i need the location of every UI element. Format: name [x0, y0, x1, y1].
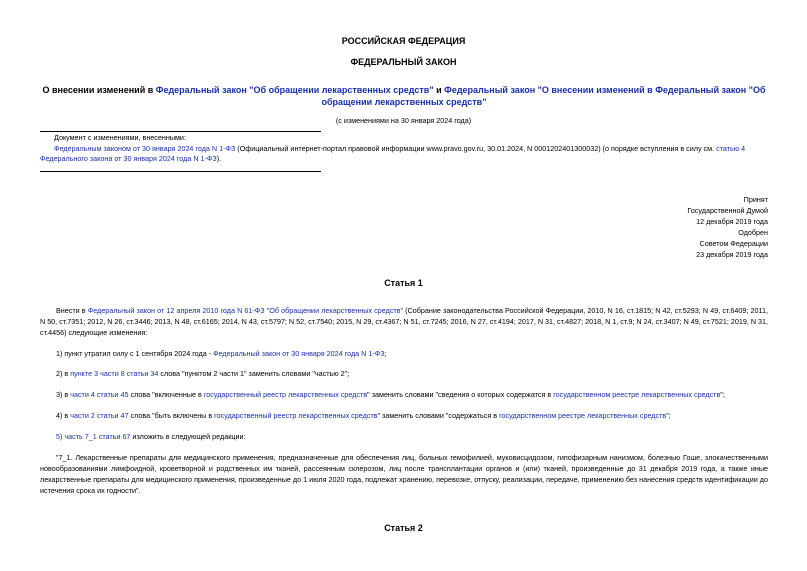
adoption-block — [568, 194, 768, 260]
title-link-law-61fz[interactable]: Федеральный закон "Об обращении лекарственных средств" — [155, 85, 434, 95]
title-link-amendment-law[interactable]: Федеральный закон "О внесении изменений в Федеральный закон "Об обращении лекарственных средств" — [321, 85, 766, 107]
article1-quote: "7_1. Лекарственные препараты для медицинского применения, предназначенные для обеспечения лиц, больных гемофилией, муковисцидозом, гипофизарным нанизмом, болезнью Гоше, злокачественными новообразованиями лимфоидной, кроветворной и родственных им тканей, рассеянным склерозом, лиц после трансплантации органов и (или) тканей, произведенные до 31 декабря 2019 года, а также иные лекарственные препараты для медицинского применения, произведенные до 1 июля 2020 года, подлежат хранению, перевозке, отпуску, реализации, передаче, применению без нанесения средств идентификации до истечения срока их годности". — [40, 453, 768, 495]
adopted-date: 12 декабря 2019 года — [696, 217, 768, 226]
article1-item-2: 2) в пункте 3 части 8 статьи 34 слова "пунктом 2 части 1" заменить словами "частью 2"; — [56, 369, 350, 378]
article1-item-3: 3) в части 4 статьи 45 слова "включенные в государственный реестр лекарственных средств" заменить словами "сведения о которых содержатся в государственном реестре лекарственных средств"; — [56, 390, 725, 399]
title-text: О внесении изменений в — [42, 85, 156, 95]
article1-item-4: 4) в части 2 статьи 47 слова "быть включены в государственный реестр лекарственных средств" заменить словами "содержаться в государственном реестре лекарственных средств"; — [56, 411, 671, 420]
link-law-1fz[interactable]: Федеральный закон от 30 января 2024 года N 1-ФЗ — [213, 349, 385, 358]
link-state-register[interactable]: государственный реестр лекарственных средств — [203, 390, 368, 399]
changes-box — [40, 133, 768, 165]
approved-date: 23 декабря 2019 года — [696, 250, 768, 259]
approved-by: Советом Федерации — [699, 239, 768, 248]
changes-top-divider — [40, 131, 321, 132]
article1-heading: Статья 1 — [384, 278, 423, 288]
law-type-heading: ФЕДЕРАЛЬНЫЙ ЗАКОН — [350, 57, 457, 67]
link-article34[interactable]: пункте 3 части 8 статьи 34 — [70, 369, 159, 378]
country-heading: РОССИЙСКАЯ ФЕДЕРАЦИЯ — [341, 36, 466, 46]
adopted-by: Государственной Думой — [687, 206, 768, 215]
link-law-61fz[interactable]: Федеральный закон от 12 апреля 2010 года N 61-ФЗ "Об обращении лекарственных средств" — [87, 306, 404, 315]
approved-label: Одобрен — [738, 228, 768, 237]
changes-link-law-1fz[interactable]: Федеральным законом от 30 января 2024 года N 1-ФЗ — [54, 143, 236, 153]
link-state-register[interactable]: государственный реестр лекарственных средств — [214, 411, 378, 420]
article2-heading: Статья 2 — [384, 523, 423, 533]
title-text: и — [433, 85, 445, 95]
link-article45[interactable]: части 4 статьи 45 — [70, 390, 129, 399]
article1-intro: Внести в Федеральный закон от 12 апреля 2010 года N 61-ФЗ "Об обращении лекарственных средств" (Собрание законодательства Российской Федерации, 2010, N 16, ст.1815; N 42, ст.5293; N 49, ст.6409; 2011, N 50, ст.7351; 2012, N 26, ст.3446; 2013, N 48, ст.6165; 2014, N 43, ст.5797; N 52, ст.7540; 2015, N 29, ст.4367; N 51, ст.7245; 2016, N 27, ст.4194; 2017, N 31, ст.4827; 2018, N 1, ст.9; N 24, ст.3407; N 49, ст.7521; 2019, N 31, ст.4456) следующие изменения: — [40, 306, 768, 337]
link-state-register[interactable]: государственном реестре лекарственных средств — [553, 390, 721, 399]
revision-note: (с изменениями на 30 января 2024 года) — [335, 116, 472, 125]
link-article47[interactable]: части 2 статьи 47 — [70, 411, 129, 420]
link-article67[interactable]: 5) часть 7_1 статьи 67 — [56, 432, 131, 441]
changes-bottom-divider — [40, 171, 321, 172]
changes-label: Документ с изменениями, внесенными: — [54, 133, 186, 142]
law-title — [40, 84, 768, 108]
adopted-label: Принят — [743, 195, 768, 204]
changes-link-article4[interactable]: статью 4 Федерального закона от 30 января 2024 года N 1-ФЗ — [40, 143, 746, 163]
article1-item-5: 5) часть 7_1 статьи 67 изложить в следующей редакции: — [56, 432, 246, 441]
changes-text: Федеральным законом от 30 января 2024 года N 1-ФЗ (Официальный интернет-портал правовой информации www.pravo.gov.ru, 30.01.2024, N 0001202401300032) (о порядке вступления в силу см. статью 4 Федерального закона от 30 января 2024 года N 1-ФЗ). — [40, 143, 746, 163]
link-state-register[interactable]: государственном реестре лекарственных средств — [499, 411, 667, 420]
article1-item-1: 1) пункт утратил силу с 1 сентября 2024 года - Федеральный закон от 30 января 2024 года N 1-ФЗ; — [56, 349, 387, 358]
